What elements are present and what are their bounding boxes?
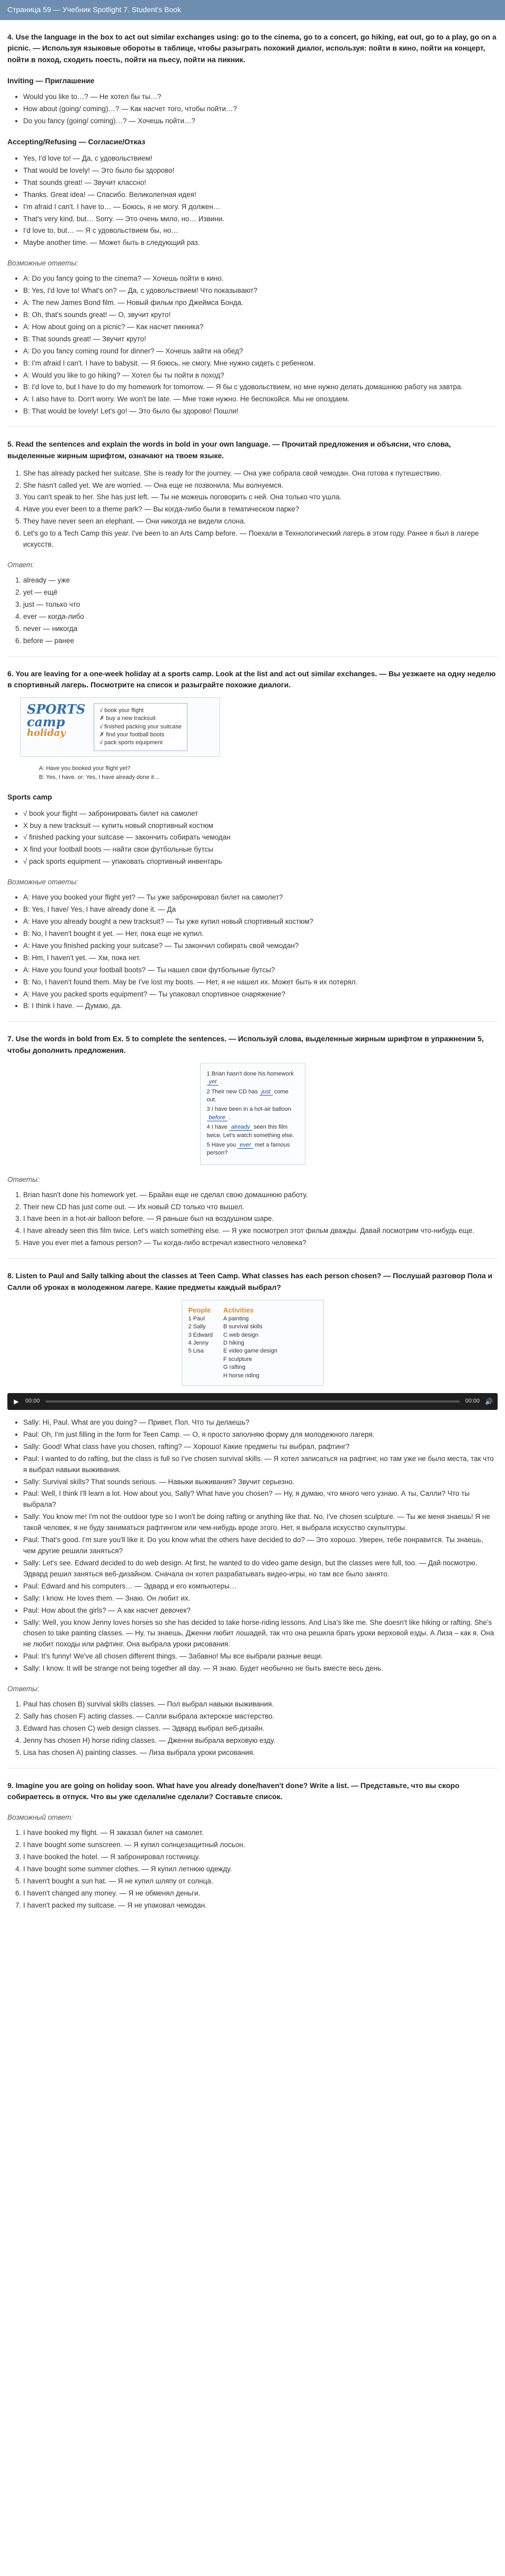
- list-item: • A: Have you found your football boots? — Ты нашел свои футбольные бутсы?: [23, 965, 498, 976]
- list-item: 4. I have already seen this film twice. Let's watch something else. — Я уже посмотрел этот фильм дважды. Давай посмотрим что-нибудь еще.: [23, 1226, 498, 1237]
- list-item: 1. She has already packed her suitcase. She is ready for the journey. — Она уже собрала свой чемодан. Она готова к путешествию.: [23, 468, 498, 479]
- list-item: • B: That sounds great! — Звучит круто!: [23, 334, 498, 345]
- list-item: • That sounds great! — Звучит классно!: [23, 177, 498, 189]
- list-item: • How about (going/ coming)…? — Как насчет того, чтобы пойти…?: [23, 104, 498, 115]
- fill-in-n: 3: [206, 1106, 210, 1113]
- list-item: 1. Brian hasn't done his homework yet. — Брайан еще не сделал свою домашнюю работу.: [23, 1190, 498, 1201]
- sports-camp-logo: SPORTS camp holiday: [27, 701, 85, 738]
- audio-player[interactable]: [7, 1393, 498, 1410]
- dialogue-list: [7, 1417, 498, 1674]
- answers-label: Возможные ответы:: [7, 878, 78, 886]
- fill-in-sentence: [207, 1123, 299, 1140]
- list-item: • Would you like to…? — Не хотел бы ты…?: [23, 92, 498, 103]
- list-item: F sculpture: [223, 1356, 252, 1363]
- divider: [7, 656, 498, 657]
- list-item: H horse riding: [223, 1372, 260, 1379]
- list-item: 3 Edward: [188, 1331, 213, 1338]
- list-item: • A: How about going on a picnic? — Как насчет пикника?: [23, 322, 498, 333]
- list-item: • Sally: Survival skills? That sounds serious. — Навыки выживания? Звучит серьезно.: [23, 1477, 498, 1488]
- list-item: • Sally: Well, you know Jenny loves horses so she has decided to take horse-riding lessons. And Lisa's like me. She doesn't like hiking or rafting. She's chosen to take painting classes. — Ну, ты знаешь, Дженни любит лошадей, так что она решила брать уроки верховой езды. А Лиза – как я. Она не любит походы или рафтинг. Она выбрала уроки рисования.: [23, 1617, 498, 1651]
- sentences-list: [7, 468, 498, 550]
- exercise-6-task: 6. You are leaving for a one-week holiday at a sports camp. Look at the list and act out similar exchanges. — Вы уезжаете на одну неделю в спортивный лагерь. Посмотрите на список и разыграйте похожие диалоги.: [7, 669, 496, 689]
- play-icon[interactable]: ▶: [14, 1397, 19, 1405]
- list-item: 2. I have bought some sunscreen. — Я купил солнцезащитный лосьон.: [23, 1840, 498, 1851]
- divider: [7, 1258, 498, 1259]
- list-item: 2. Their new CD has just come out. — Их новый CD только что вышел.: [23, 1202, 498, 1213]
- audio-progress-bar[interactable]: [45, 1400, 460, 1403]
- fill-in-post: seen this film twice. Let's watch something else.: [206, 1124, 294, 1139]
- fill-in-post: .: [220, 1079, 222, 1085]
- answers-list: [7, 1190, 498, 1249]
- list-item: • Paul: It's funny! We've all chosen different things. — Забавно! Мы все выбрали разные вещи.: [23, 1651, 498, 1662]
- list-item: • √ pack sports equipment — упаковать спортивный инвентарь: [23, 856, 498, 867]
- list-item: 4. ever — когда-либо: [23, 611, 498, 623]
- people-list: [189, 1315, 213, 1356]
- list-item: • Sally: I know. He loves them. — Знаю. Он любит их.: [23, 1593, 498, 1604]
- list-item: • Sally: Good! What class have you chosen, rafting? — Хорошо! Какие предметы ты выбрал, рафтинг?: [23, 1442, 498, 1453]
- list-item: • B: I'd love to, but I have to do my homework for tomorrow. — Я бы с удовольствием, но мне нужно делать домашнюю работу на завтра.: [23, 382, 498, 393]
- list-item: 6. Let's go to a Tech Camp this year. I've been to an Arts Camp before. — Поехали в Технологический лагерь в этом году. Ранее я был в лагере искусств.: [23, 528, 498, 550]
- list-item: 3. just — только что: [23, 599, 498, 610]
- list-item: • Yes, I'd love to! — Да, с удовольствием!: [23, 153, 498, 164]
- exercise-5: [7, 439, 498, 646]
- exercise-4: [7, 32, 498, 418]
- fill-in-post: met a famous person?: [206, 1141, 290, 1157]
- fill-in-fill: ever: [237, 1142, 253, 1149]
- list-item: 2 Sally: [188, 1324, 206, 1330]
- activities-column: [223, 1306, 278, 1380]
- list-item: • Sally: I know. It will be strange not being together all day. — Я знаю. Будет необычно не быть вместе весь день.: [23, 1663, 498, 1674]
- list-item: 1. I have booked my flight. — Я заказал билет на самолет.: [23, 1828, 498, 1839]
- fill-in-fill: yet: [207, 1079, 219, 1085]
- page-title: Страница 59 — Учебник Spotlight 7. Student's Book: [7, 5, 181, 14]
- inviting-list: [7, 92, 498, 127]
- list-item: 3. I have booked the hotel. — Я забронировал гостиницу.: [23, 1852, 498, 1863]
- people-heading: People: [188, 1306, 211, 1314]
- inviting-heading: Inviting — Приглашение: [7, 76, 95, 85]
- accepting-heading: Accepting/Refusing — Согласие/Отказ: [7, 137, 145, 146]
- list-item: 3. Edward has chosen C) web design classes. — Эдвард выбрал веб-дизайн.: [23, 1723, 498, 1734]
- list-item: • A: Do you fancy going to the cinema? — Хочешь пойти в кино.: [23, 273, 498, 284]
- list-item: 5. They have never seen an elephant. — Они никогда не видели слона.: [23, 516, 498, 527]
- list-item: • B: No, I haven't found them. May be I've lost my boots. — Нет, я не нашел их. Может быть я их потерял.: [23, 977, 498, 988]
- list-item: • √ book your flight — забронировать билет на самолет: [23, 808, 498, 820]
- list-item: • Do you fancy (going/ coming)…? — Хочешь пойти…?: [23, 116, 498, 127]
- list-item: E video game design: [223, 1348, 278, 1355]
- list-item: 1. already — уже: [23, 575, 498, 586]
- list-item: • A: Have you packed sports equipment? — Ты упаковал спортивное снаряжение?: [23, 989, 498, 1000]
- answers-label: Возможный ответ:: [7, 1813, 73, 1822]
- list-item: • Sally: You know me! I'm not the outdoor type so I won't be doing rafting or anything like that. No, I've chosen sculpture. — Ты же меня знаешь! Я не такой человек, я не буду заниматься рафтингом или чем-нибудь вроде этого. Нет, я выбрала искусство скульптуры.: [23, 1512, 498, 1534]
- fill-in-post: .: [229, 1114, 231, 1121]
- list-item: • Paul: How about the girls? — А как насчет девочек?: [23, 1605, 498, 1616]
- list-item: • That's very kind, but… Sorry. — Это очень мило, но… Извини.: [23, 214, 498, 225]
- list-item: • A: Would you like to go hiking? — Хотел бы ты пойти в поход?: [23, 370, 498, 381]
- fill-in-post: come out.: [206, 1088, 289, 1103]
- list-item: 2. She hasn't called yet. We are worried. — Она еще не позвонила. Мы волнуемся.: [23, 480, 498, 491]
- accepting-list: [7, 153, 498, 249]
- divider: [7, 1021, 498, 1022]
- exercise-6: [7, 668, 498, 1012]
- sports-camp-checklist: [94, 703, 187, 751]
- exercise-8: [7, 1270, 498, 1759]
- fill-in-pre: I have been in a hot-air balloon: [211, 1106, 291, 1113]
- list-item: • Paul: Oh, I'm just filling in the form for Teen Camp. — О, я просто заполняю форму для молодежного лагеря.: [23, 1429, 498, 1440]
- people-column: [189, 1306, 213, 1380]
- list-item: • A: Have you booked your flight yet? — Ты уже забронировал билет на самолет?: [23, 892, 498, 903]
- list-item: • X find your football boots — найти свои футбольные бутсы: [23, 844, 498, 855]
- list-item: • B: I'm afraid I can't. I have to babysit. — Я боюсь, не смогу. Мне нужно сидеть с ребенком.: [23, 358, 498, 369]
- exercise-4-task: 4. Use the language in the box to act out similar exchanges using: go to the cinema, go to a concert, go hiking, eat out, go to a play, go on a picnic. — Используя языковые обороты в таблице, чтобы разыграть похожий диалог, используя: пойти в кино, пойти на концерт, пойти в поход, сходить поесть, пойти на пьесу, пойти на пикник.: [7, 32, 497, 64]
- list-item: • A: I also have to. Don't worry. We won't be late. — Мне тоже нужно. Не беспокойся. Мы не опоздаем.: [23, 394, 498, 405]
- answers-list: [7, 273, 498, 417]
- list-item: 6. I haven't changed any money. — Я не обменял деньги.: [23, 1888, 498, 1899]
- list-item: • Thanks. Great idea! — Спасибо. Великолепная идея!: [23, 190, 498, 201]
- list-item: 2. yet — ещё: [23, 587, 498, 598]
- list-item: • Sally: Hi, Paul. What are you doing? — Привет, Пол. Что ты делаешь?: [23, 1417, 498, 1428]
- fill-in-n: 2: [206, 1088, 210, 1095]
- list-item: 5. Lisa has chosen A) painting classes. — Лиза выбрала уроки рисования.: [23, 1748, 498, 1759]
- list-item: 1 Paul: [188, 1315, 205, 1322]
- list-item: • Maybe another time. — Может быть в следующий раз.: [23, 238, 498, 249]
- list-item: D hiking: [223, 1339, 244, 1346]
- list-item: 2. Sally has chosen F) acting classes. — Салли выбрала актерское мастерство.: [23, 1711, 498, 1722]
- fill-in-sentence: [207, 1070, 299, 1087]
- fill-in-n: 1: [206, 1070, 210, 1077]
- list-item: 4. I have bought some summer clothes. — Я купил летнюю одежду.: [23, 1864, 498, 1875]
- list-item: • Sally: Let's see. Edward decided to do web design. At first, he wanted to do video game design, but the classes were full, too. — Дай посмотрю. Эдвард решил заняться веб-дизайном. Сначала он хотел разрабатывать видео-игры, но там все было занято.: [23, 1558, 498, 1580]
- list-item: 5. Have you ever met a famous person? — Ты когда-либо встречал известного человека?: [23, 1238, 498, 1249]
- list-item: 3. I have been in a hot-air balloon before. — Я раньше был на воздушном шаре.: [23, 1213, 498, 1225]
- list-item: A painting: [223, 1315, 249, 1322]
- answers-list: [7, 1699, 498, 1759]
- list-item: ✗ buy a new tracksuit: [100, 715, 156, 722]
- list-item: 5. never — никогда: [23, 624, 498, 635]
- list-item: 4 Jenny: [188, 1339, 209, 1346]
- camp-heading: Sports camp: [7, 792, 52, 801]
- list-item: • B: Yes, I'd love to! What's on? — Да, с удовольствием! Что показывают?: [23, 285, 498, 297]
- list-item: B survival skills: [223, 1324, 263, 1330]
- fill-in-sentence: [207, 1106, 299, 1122]
- list-item: 7. I haven't packed my suitcase. — Я не упаковал чемодан.: [23, 1900, 498, 1911]
- fill-in-sentence: [207, 1141, 299, 1158]
- list-item: • A: Have you finished packing your suitcase? — Ты закончил собирать свой чемодан?: [23, 941, 498, 952]
- list-item: • Paul: Edward and his computers… — Эдвард и его компьютеры…: [23, 1581, 498, 1592]
- fill-in-figure: [7, 1063, 498, 1165]
- people-activities-figure: [7, 1300, 498, 1386]
- list-item: • Paul: That's good. I'm sure you'll like it. Do you know what the others have decided to do? — Это хорошо. Уверен, тебе понравится. Ты знаешь, чем другие решили заняться?: [23, 1535, 498, 1557]
- list-item: • A: The new James Bond film. — Новый фильм про Джеймса Бонда.: [23, 298, 498, 309]
- list-item: √ pack sports equipment: [100, 739, 163, 746]
- people-activities-card: [182, 1300, 324, 1386]
- fill-in-pre: Brian hasn't done his homework: [211, 1070, 294, 1077]
- list-item: 1. Paul has chosen B) survival skills classes. — Пол выбрал навыки выживания.: [23, 1699, 498, 1710]
- list-item: • B: Hm, I haven't yet. — Хм, пока нет.: [23, 953, 498, 964]
- exercise-7: [7, 1033, 498, 1249]
- list-item: • That would be lovely! — Это было бы здорово!: [23, 165, 498, 176]
- list-item: • I'm afraid I can't. I have to… — Боюсь, я не могу. Я должен…: [23, 202, 498, 213]
- audio-duration: 00:00: [465, 1398, 480, 1405]
- fill-in-pre: I have: [211, 1124, 227, 1131]
- page-header: [0, 0, 505, 20]
- fill-in-n: 4: [206, 1124, 210, 1131]
- fill-in-pre: Their new CD has: [211, 1088, 258, 1095]
- answers-list: [7, 892, 498, 1012]
- list-item: √ finished packing your suitcase: [100, 723, 182, 730]
- list-item: • B: No, I haven't bought it yet. — Нет, пока еще не купил.: [23, 929, 498, 940]
- list-item: • B: I think I have. — Думаю, да.: [23, 1001, 498, 1012]
- fill-in-card: [200, 1063, 305, 1165]
- list-item: ✗ find your football boots: [100, 732, 164, 738]
- list-item: • B: That would be lovely! Let's go! — Это было бы здорово! Пошли!: [23, 406, 498, 417]
- answers-label: Ответы:: [7, 1685, 39, 1693]
- answers-label: Ответы:: [7, 1175, 39, 1183]
- sports-camp-figure: [7, 697, 498, 757]
- divider: [7, 1768, 498, 1769]
- sports-camp-example: [7, 764, 498, 782]
- list-item: √ book your flight: [100, 707, 144, 714]
- fill-in-fill: already: [229, 1124, 252, 1131]
- list-item: B: Yes, I have. or: Yes, I have already done it…: [39, 774, 160, 781]
- list-item: 4. Jenny has chosen H) horse riding classes. — Дженни выбрала верховую езду.: [23, 1735, 498, 1746]
- list-item: G rafting: [223, 1364, 246, 1371]
- exercise-8-task: 8. Listen to Paul and Sally talking about the classes at Teen Camp. What classes has each person chosen? — Послушай разговор Пола и Салли об уроках в молодежном лагере. Какие предметы каждый выбрал?: [7, 1271, 493, 1291]
- volume-icon[interactable]: 🔊: [485, 1397, 493, 1405]
- list-item: 5. I haven't bought a sun hat. — Я не купил шляпу от солнца.: [23, 1876, 498, 1887]
- list-item: • B: Yes, I have/ Yes, I have already done it. — Да: [23, 904, 498, 915]
- list-item: A: Have you booked your flight yet?: [39, 765, 131, 772]
- list-item: • X buy a new tracksuit — купить новый спортивный костюм: [23, 821, 498, 832]
- list-item: • B: Oh, that's sounds great! — О, звучит круто!: [23, 310, 498, 321]
- activities-list: [223, 1315, 278, 1380]
- list-item: 6. before — ранее: [23, 636, 498, 647]
- exercise-9: [7, 1780, 498, 1911]
- list-item: 4. Have you ever been to a theme park? — Вы когда-либо были в тематическом парке?: [23, 504, 498, 515]
- list-item: • √ finished packing your suitcase — закончить собирать чемодан: [23, 832, 498, 843]
- list-item: 5 Lisa: [188, 1348, 204, 1355]
- list-item: • Paul: I wanted to do rafting, but the class is full so I've chosen survival skills. — Я хотел записаться на рафтинг, но там уже не было места, так что я выбрал навыки выживания.: [23, 1454, 498, 1476]
- answers-label: Ответ:: [7, 561, 34, 569]
- answers-list: [7, 1828, 498, 1911]
- list-item: • A: Do you fancy coming round for dinner? — Хочешь зайти на обед?: [23, 346, 498, 357]
- list-item: 3. You can't speak to her. She has just left. — Ты не можешь поговорить с ней. Она только что ушла.: [23, 492, 498, 503]
- list-item: • Paul: Well, I think I'll learn a lot. How about you, Sally? What have you chosen? — Ну, я думаю, что много чего узнаю. А ты, Салли? Что ты выбрала?: [23, 1488, 498, 1511]
- answers-list: [7, 575, 498, 647]
- exercise-5-task: 5. Read the sentences and explain the words in bold in your own language. — Прочитай предложения и объясни, что слова, выделенные жирным шрифтом, означают на твоем языке.: [7, 440, 451, 460]
- exercise-9-task: 9. Imagine you are going on holiday soon. What have you already done/haven't done? Write a list. — Представьте, что вы скоро собираетесь в отпуск. Что вы уже сделали/не сделали? Составьте список.: [7, 1781, 460, 1801]
- fill-in-n: 5: [206, 1141, 210, 1148]
- audio-current-time: 00:00: [25, 1398, 40, 1405]
- activities-heading: Activities: [223, 1306, 254, 1314]
- list-item: C web design: [223, 1331, 259, 1338]
- list-item: • A: Have you already bought a new tracksuit? — Ты уже купил новый спортивный костюм?: [23, 916, 498, 927]
- fill-in-fill: just: [260, 1089, 273, 1095]
- fill-in-fill: before: [207, 1114, 227, 1121]
- answers-label: Возможные ответы:: [7, 259, 78, 268]
- list-item: • I'd love to, but… — Я с удовольствием бы, но…: [23, 225, 498, 236]
- camp-list: [7, 808, 498, 868]
- exercise-7-task: 7. Use the words in bold from Ex. 5 to complete the sentences. — Используй слова, выделенные жирным шрифтом в упражнении 5, чтобы дополнить предложения.: [7, 1034, 484, 1055]
- sports-camp-card: [20, 697, 220, 757]
- fill-in-sentence: [207, 1088, 299, 1104]
- fill-in-pre: Have you: [211, 1141, 236, 1148]
